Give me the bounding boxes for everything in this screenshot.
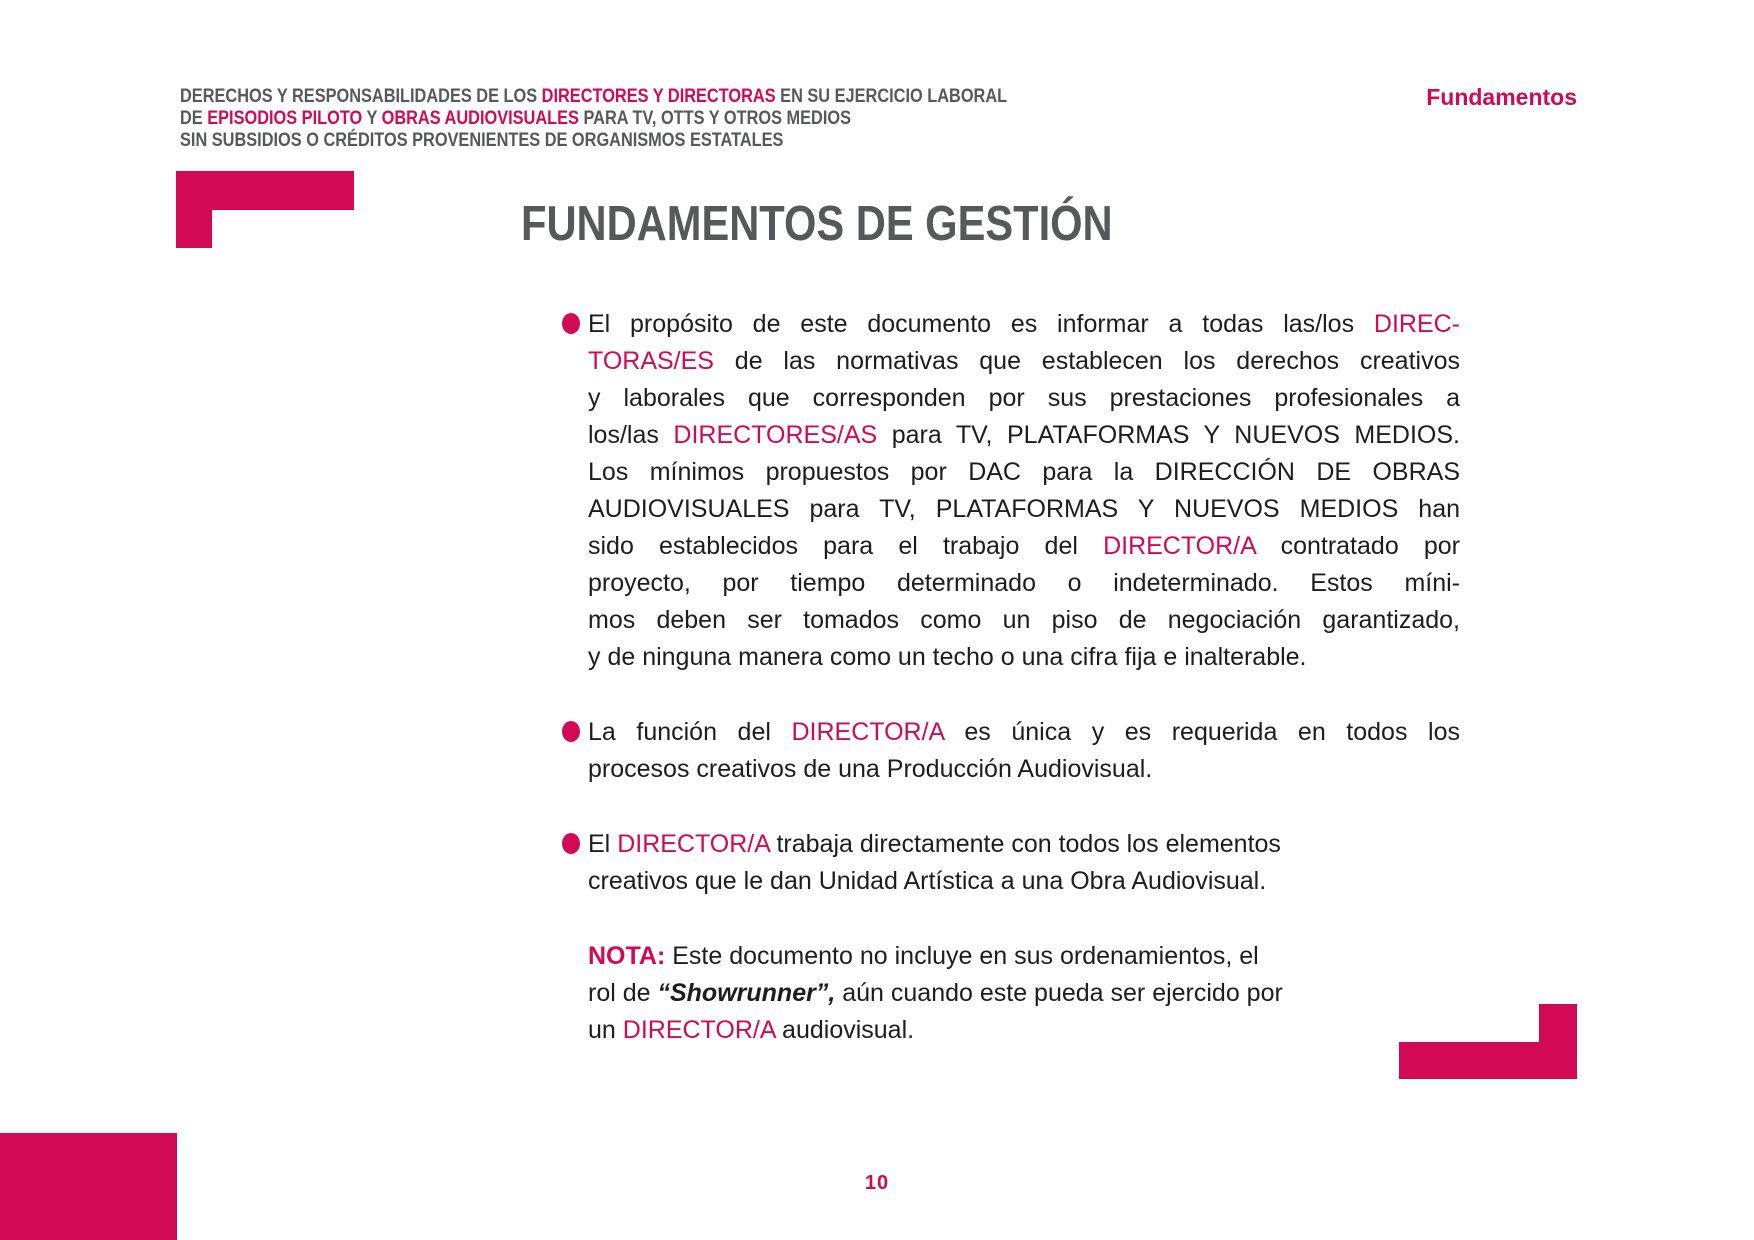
text-run: un (588, 1016, 623, 1044)
text-line (588, 826, 1460, 863)
text-run: rol de (588, 979, 658, 1007)
corner-shape-bottom-right-stub (1539, 1004, 1577, 1079)
accent-text-run: DIRECTOR/A (791, 718, 944, 746)
header-line (180, 130, 1007, 152)
text-line (588, 863, 1460, 900)
text-run: El (588, 830, 618, 858)
accent-text-run: DIRECTOR/A (617, 830, 770, 858)
text-run: trabaja directamente con todos los elementos (769, 830, 1281, 858)
text-run: PARA TV, OTTS Y OTROS MEDIOS (578, 108, 852, 129)
text-run: EN SU EJERCICIO LABORAL (775, 86, 1008, 107)
text-run: DE (180, 108, 208, 129)
text-run: SIN SUBSIDIOS O CRÉDITOS PROVENIENTES DE ORGANISMOS ESTATALES (180, 130, 784, 151)
section-label: Fundamentos (1426, 84, 1577, 110)
text-run: los/las (588, 421, 674, 449)
document-header-text (180, 86, 1007, 152)
text-line (588, 417, 1460, 454)
text-line (588, 714, 1460, 751)
bullet-icon (562, 313, 580, 334)
text-run: proyecto, por tiempo determinado o indeterminado. Estos míni- (588, 569, 1460, 597)
text-line (588, 306, 1460, 343)
text-run: es única y es requerida en todos los (943, 718, 1460, 746)
text-run: y de ninguna manera como un techo o una cifra fija e inalterable. (588, 643, 1307, 671)
bullet-paragraph (588, 714, 1460, 788)
text-line (588, 602, 1460, 639)
text-run: Los mínimos propuestos por DAC para la DIRECCIÓN DE OBRAS (588, 458, 1460, 486)
text-run: procesos creativos de una Producción Audiovisual. (588, 755, 1153, 783)
text-run: Este documento no incluye en sus ordenamientos, el (665, 942, 1259, 970)
corner-shape-top-left-stub (176, 171, 212, 248)
text-run: La función del (588, 718, 792, 746)
text-run: AUDIOVISUALES para TV, PLATAFORMAS Y NUEVOS MEDIOS han (588, 495, 1460, 523)
text-run: aún cuando este pueda ser ejercido por (835, 979, 1283, 1007)
text-line (588, 528, 1460, 565)
text-line (588, 380, 1460, 417)
text-line (588, 938, 1460, 975)
text-run: El propósito de este documento es informar a todas las/los (588, 310, 1374, 338)
note-paragraph (588, 938, 1460, 1049)
body-text (588, 306, 1460, 1049)
text-line (588, 343, 1460, 380)
text-run: contratado por (1255, 532, 1461, 560)
text-run: mos deben ser tomados como un piso de negociación garantizado, (588, 606, 1460, 634)
text-line (588, 639, 1460, 676)
text-run: creativos que le dan Unidad Artística a una Obra Audiovisual. (588, 867, 1267, 895)
page-number: 10 (864, 1172, 890, 1194)
accent-text-run: DIRECTOR/A (622, 1016, 776, 1044)
text-line (588, 1012, 1460, 1049)
text-run: DERECHOS Y RESPONSABILIDADES DE LOS (180, 86, 542, 107)
text-run: audiovisual. (775, 1016, 915, 1044)
text-run: y laborales que corresponden por sus prestaciones profesionales a (588, 384, 1460, 412)
accent-text-run: OBRAS AUDIOVISUALES (381, 108, 579, 129)
text-run: Y (362, 108, 382, 129)
header-line (180, 108, 1007, 130)
text-run: sido establecidos para el trabajo del (588, 532, 1104, 560)
header-line (180, 86, 1007, 108)
page-title: FUNDAMENTOS DE GESTIÓN (521, 197, 1113, 251)
accent-text-run: TORAS/ES (588, 347, 714, 375)
text-line (588, 975, 1460, 1012)
accent-text-run: DIRECTORES Y DIRECTORAS (541, 86, 776, 107)
text-line (588, 751, 1460, 788)
bullet-paragraph (588, 306, 1460, 676)
accent-text-run: NOTA: (588, 942, 666, 970)
text-run: para TV, PLATAFORMAS Y NUEVOS MEDIOS. (877, 421, 1460, 449)
text-run: “Showrunner”, (657, 979, 836, 1007)
text-line (588, 565, 1460, 602)
accent-text-run: DIRECTOR/A (1103, 532, 1256, 560)
accent-text-run: DIRECTORES/AS (673, 421, 878, 449)
accent-text-run: DIREC- (1373, 310, 1460, 338)
bullet-paragraph (588, 826, 1460, 900)
bullet-icon (562, 833, 580, 854)
text-line (588, 491, 1460, 528)
accent-text-run: EPISODIOS PILOTO (207, 108, 363, 129)
text-run: de las normativas que establecen los derechos creativos (713, 347, 1460, 375)
text-line (588, 454, 1460, 491)
bullet-icon (562, 721, 580, 742)
